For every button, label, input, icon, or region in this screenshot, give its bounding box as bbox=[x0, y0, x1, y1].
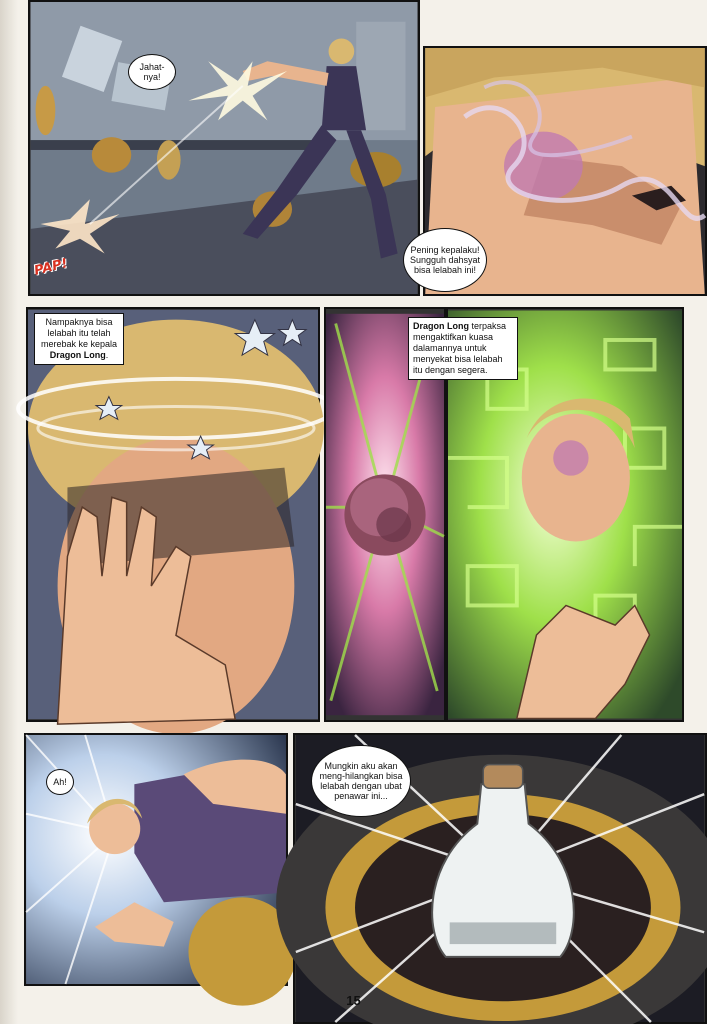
speech-text: Mungkin aku akan meng-hilangkan bisa lelabah dengan ubat penawar ini... bbox=[319, 761, 403, 801]
speech-bubble-mungkin bbox=[311, 745, 411, 817]
caption-text: terpaksa mengaktifkan kuasa dalamannya untuk menyekat bisa lelabah itu dengan segera. bbox=[413, 321, 507, 375]
panel-2-poisoned-face bbox=[409, 46, 707, 296]
page-number: 15 bbox=[346, 993, 361, 1008]
caption-bold-name: Dragon Long bbox=[49, 350, 106, 360]
sound-effect-pap: PAP! bbox=[32, 256, 70, 279]
caption-text: Nampaknya bisa lelabah itu telah merebak ke kepala bbox=[40, 317, 118, 349]
panel-1-fight-scene bbox=[28, 0, 420, 296]
speech-text: Pening kepalaku! Sungguh dahsyat bisa lelabah ini! bbox=[409, 245, 481, 275]
panel-5-surprised bbox=[24, 733, 288, 986]
page-spine-shadow bbox=[0, 0, 18, 1024]
speech-bubble-ah bbox=[46, 769, 74, 795]
speech-bubble-pening bbox=[403, 228, 487, 292]
caption-nampaknya bbox=[34, 313, 124, 365]
speech-text: Ah! bbox=[53, 777, 67, 787]
speech-text: Jahat-nya! bbox=[139, 62, 165, 82]
panel-6-antidote-bottle bbox=[293, 733, 707, 1024]
caption-text-end: . bbox=[105, 350, 109, 360]
panel-4-green-energy bbox=[413, 307, 684, 722]
caption-dragon-long-activates bbox=[408, 317, 518, 380]
speech-bubble-jahatnya bbox=[128, 54, 176, 90]
panel-3-dizzy-head bbox=[26, 307, 320, 722]
fight-scene-art bbox=[30, 2, 418, 294]
dizzy-head-art bbox=[28, 309, 318, 720]
caption-bold-name: Dragon Long bbox=[413, 321, 469, 331]
